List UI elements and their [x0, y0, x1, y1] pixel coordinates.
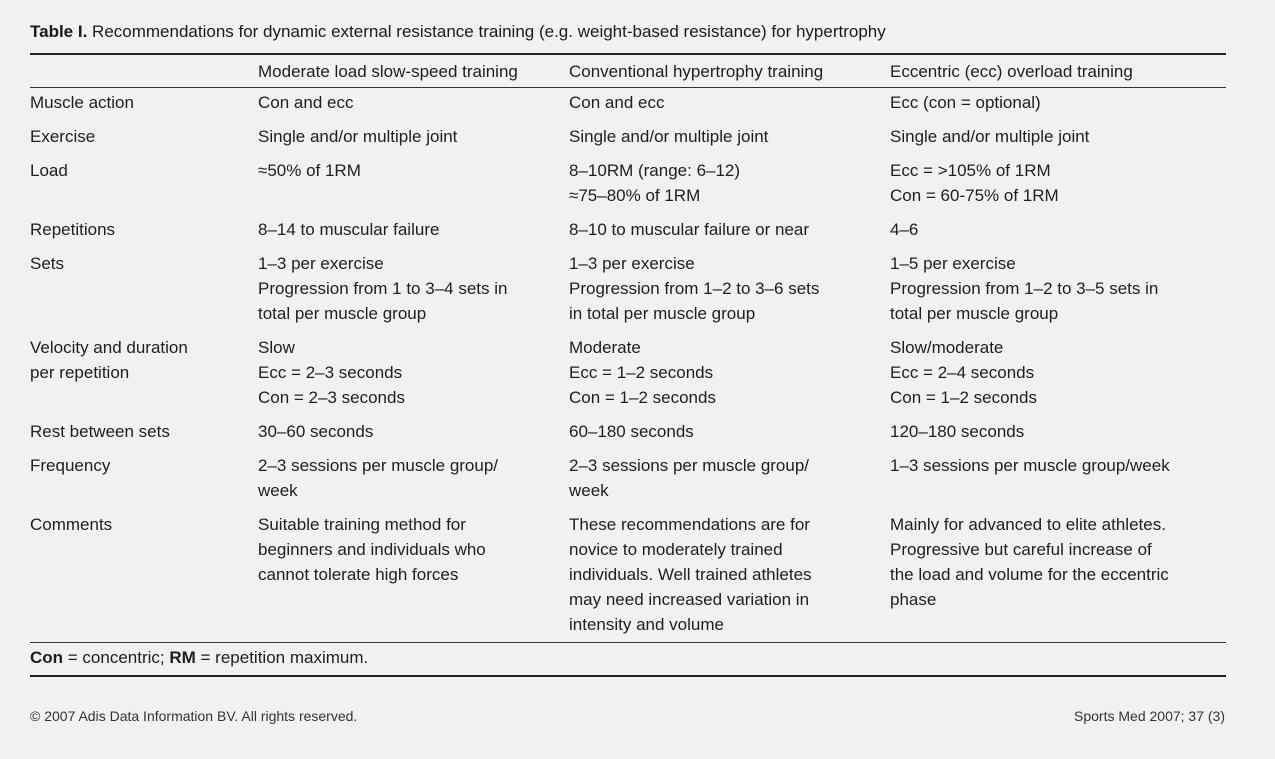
cell-line: may need increased variation in [569, 590, 810, 609]
cell-line: Con = 1–2 seconds [569, 388, 716, 407]
row-label-line: Sets [30, 254, 65, 273]
row-label-line: Load [30, 161, 68, 180]
cell-line: Progression from 1 to 3–4 sets in [258, 279, 508, 298]
table-cell [258, 88, 569, 121]
column-header: Conventional hypertrophy training [569, 55, 890, 88]
cell-line: Moderate [569, 338, 641, 357]
cell-line: Single and/or multiple joint [569, 127, 769, 146]
row-label [30, 508, 258, 643]
cell-line: Progression from 1–2 to 3–6 sets [569, 279, 820, 298]
row-label-line: Frequency [30, 456, 111, 475]
row-label [30, 247, 258, 331]
table-cell [258, 415, 569, 449]
cell-line: 2–3 sessions per muscle group/ [569, 456, 810, 475]
table-cell [258, 449, 569, 508]
row-label-line: Velocity and duration [30, 338, 188, 357]
cell-line: Con = 1–2 seconds [890, 388, 1037, 407]
cell-line: 8–10 to muscular failure or near [569, 220, 810, 239]
row-label [30, 88, 258, 121]
cell-line: These recommendations are for [569, 515, 810, 534]
cell-line: Ecc = 1–2 seconds [569, 363, 714, 382]
table-cell [569, 120, 890, 154]
table-cell [569, 449, 890, 508]
row-label-line: Repetitions [30, 220, 116, 239]
table-cell [890, 213, 1226, 247]
cell-line: Mainly for advanced to elite athletes. [890, 515, 1166, 534]
row-label-line: Muscle action [30, 93, 134, 112]
cell-line: 1–5 per exercise [890, 254, 1016, 273]
cell-line: Ecc (con = optional) [890, 93, 1041, 112]
table-row [30, 120, 1226, 154]
table-cell [890, 331, 1226, 415]
cell-line: total per muscle group [258, 304, 427, 323]
footnote-rm-text: = repetition maximum. [195, 648, 369, 667]
table-cell [569, 213, 890, 247]
row-label [30, 213, 258, 247]
row-label-line: Exercise [30, 127, 96, 146]
table-cell [569, 247, 890, 331]
table-cell [569, 154, 890, 213]
table-cell [258, 247, 569, 331]
cell-line: week [569, 481, 609, 500]
cell-line: total per muscle group [890, 304, 1059, 323]
cell-line: the load and volume for the eccentric [890, 565, 1169, 584]
cell-line: novice to moderately trained [569, 540, 783, 559]
footnote-con-text: = concentric; [63, 648, 170, 667]
column-header [30, 55, 258, 88]
cell-line: Single and/or multiple joint [258, 127, 458, 146]
row-label-line: per repetition [30, 363, 130, 382]
cell-line: 1–3 per exercise [569, 254, 695, 273]
cell-line: intensity and volume [569, 615, 724, 634]
row-label [30, 331, 258, 415]
cell-line: 2–3 sessions per muscle group/ [258, 456, 499, 475]
cell-line: Slow [258, 338, 295, 357]
cell-line: Suitable training method for [258, 515, 466, 534]
recommendations-table [30, 53, 1226, 677]
table-row [30, 247, 1226, 331]
table-cell [890, 449, 1226, 508]
copyright-notice: © 2007 Adis Data Information BV. All rights reserved. [30, 708, 358, 724]
table-cell [890, 247, 1226, 331]
cell-line: Ecc = >105% of 1RM [890, 161, 1051, 180]
row-label-line: Comments [30, 515, 113, 534]
table-row [30, 449, 1226, 508]
cell-line: Ecc = 2–3 seconds [258, 363, 403, 382]
cell-line: Con and ecc [569, 93, 665, 112]
table-cell [569, 415, 890, 449]
table-row [30, 415, 1226, 449]
table-row [30, 508, 1226, 643]
cell-line: individuals. Well trained athletes [569, 565, 812, 584]
table-cell [569, 508, 890, 643]
table-cell [890, 154, 1226, 213]
cell-line: Slow/moderate [890, 338, 1004, 357]
cell-line: 30–60 seconds [258, 422, 374, 441]
cell-line: 8–14 to muscular failure [258, 220, 440, 239]
table-cell [890, 415, 1226, 449]
table-row [30, 213, 1226, 247]
footnote-con-abbr: Con [30, 648, 64, 667]
cell-line: ≈75–80% of 1RM [569, 186, 701, 205]
table-header-row [30, 55, 1226, 88]
cell-line: Con and ecc [258, 93, 354, 112]
row-label [30, 415, 258, 449]
cell-line: 4–6 [890, 220, 919, 239]
table-cell [569, 331, 890, 415]
table-cell [890, 88, 1226, 121]
table-cell [258, 120, 569, 154]
cell-line: ≈50% of 1RM [258, 161, 361, 180]
cell-line: Progressive but careful increase of [890, 540, 1152, 559]
column-header: Moderate load slow-speed training [258, 55, 569, 88]
cell-line: 8–10RM (range: 6–12) [569, 161, 741, 180]
cell-line: in total per muscle group [569, 304, 756, 323]
row-label [30, 154, 258, 213]
cell-line: beginners and individuals who [258, 540, 486, 559]
journal-citation: Sports Med 2007; 37 (3) [1074, 708, 1225, 724]
caption-label: Table I. [30, 22, 88, 41]
table-cell [890, 120, 1226, 154]
cell-line: Con = 2–3 seconds [258, 388, 405, 407]
cell-line: Single and/or multiple joint [890, 127, 1090, 146]
caption-text: Recommendations for dynamic external resistance training (e.g. weight-based resistance) for hypertrophy [87, 22, 886, 41]
cell-line: 1–3 sessions per muscle group/week [890, 456, 1170, 475]
cell-line: 60–180 seconds [569, 422, 694, 441]
table-row [30, 331, 1226, 415]
table-row [30, 154, 1226, 213]
table-footnote [30, 643, 1226, 677]
cell-line: 1–3 per exercise [258, 254, 384, 273]
table-row [30, 88, 1226, 121]
row-label [30, 120, 258, 154]
table-cell [258, 508, 569, 643]
footnote-rm-abbr: RM [169, 648, 196, 667]
cell-line: Ecc = 2–4 seconds [890, 363, 1035, 382]
row-label [30, 449, 258, 508]
cell-line: 120–180 seconds [890, 422, 1025, 441]
cell-line: phase [890, 590, 937, 609]
cell-line: week [258, 481, 298, 500]
table-cell [258, 213, 569, 247]
table-cell [258, 331, 569, 415]
row-label-line: Rest between sets [30, 422, 170, 441]
cell-line: cannot tolerate high forces [258, 565, 459, 584]
column-header: Eccentric (ecc) overload training [890, 55, 1226, 88]
table-cell [890, 508, 1226, 643]
table-cell [258, 154, 569, 213]
table-cell [569, 88, 890, 121]
cell-line: Progression from 1–2 to 3–5 sets in [890, 279, 1159, 298]
table-caption [30, 22, 886, 42]
cell-line: Con = 60-75% of 1RM [890, 186, 1059, 205]
